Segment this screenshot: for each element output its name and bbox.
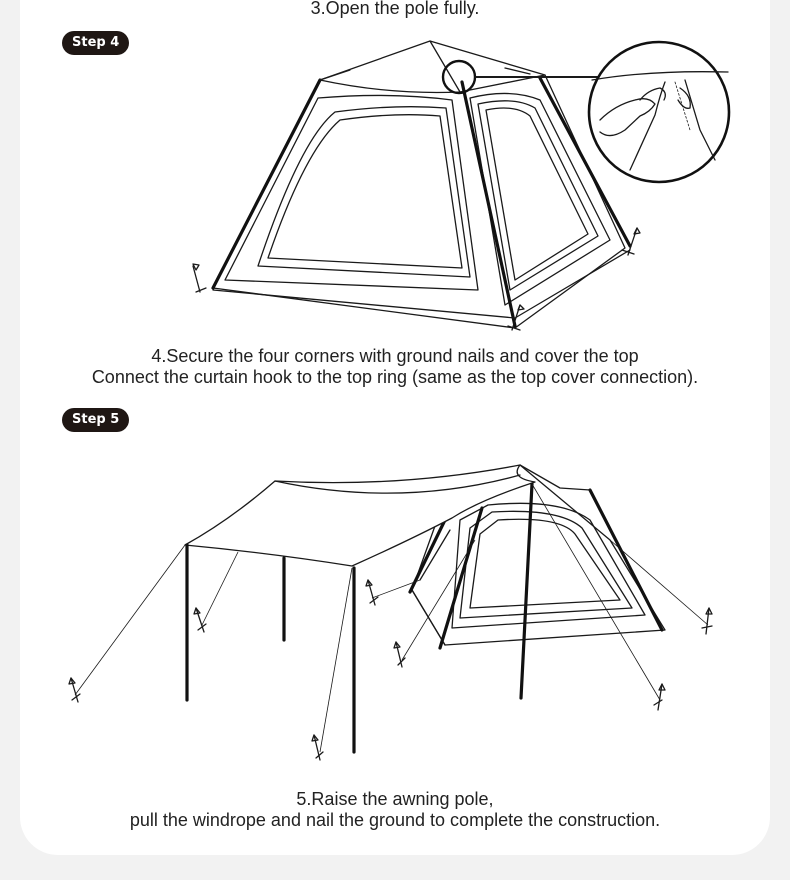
step4-tent-illustration (0, 0, 790, 340)
step4-caption-line2: Connect the curtain hook to the top ring (same as the top cover connection). (91, 367, 699, 387)
step5-badge: Step 5 (62, 408, 129, 432)
step4-caption (0, 346, 790, 388)
ground-nail-left (193, 264, 206, 292)
step5-caption-line2: pull the windrope and nail the ground to complete the construction. (129, 810, 661, 830)
step5-awning-illustration (0, 440, 790, 780)
step4-caption-line1: 4.Secure the four corners with ground nails and cover the top (151, 346, 639, 366)
step5-caption (0, 789, 790, 831)
step4-badge: Step 4 (62, 31, 129, 55)
step3-caption-text: 3.Open the pole fully. (310, 0, 480, 18)
step5-caption-line1: 5.Raise the awning pole, (296, 789, 494, 809)
ground-nail-right (622, 228, 640, 255)
